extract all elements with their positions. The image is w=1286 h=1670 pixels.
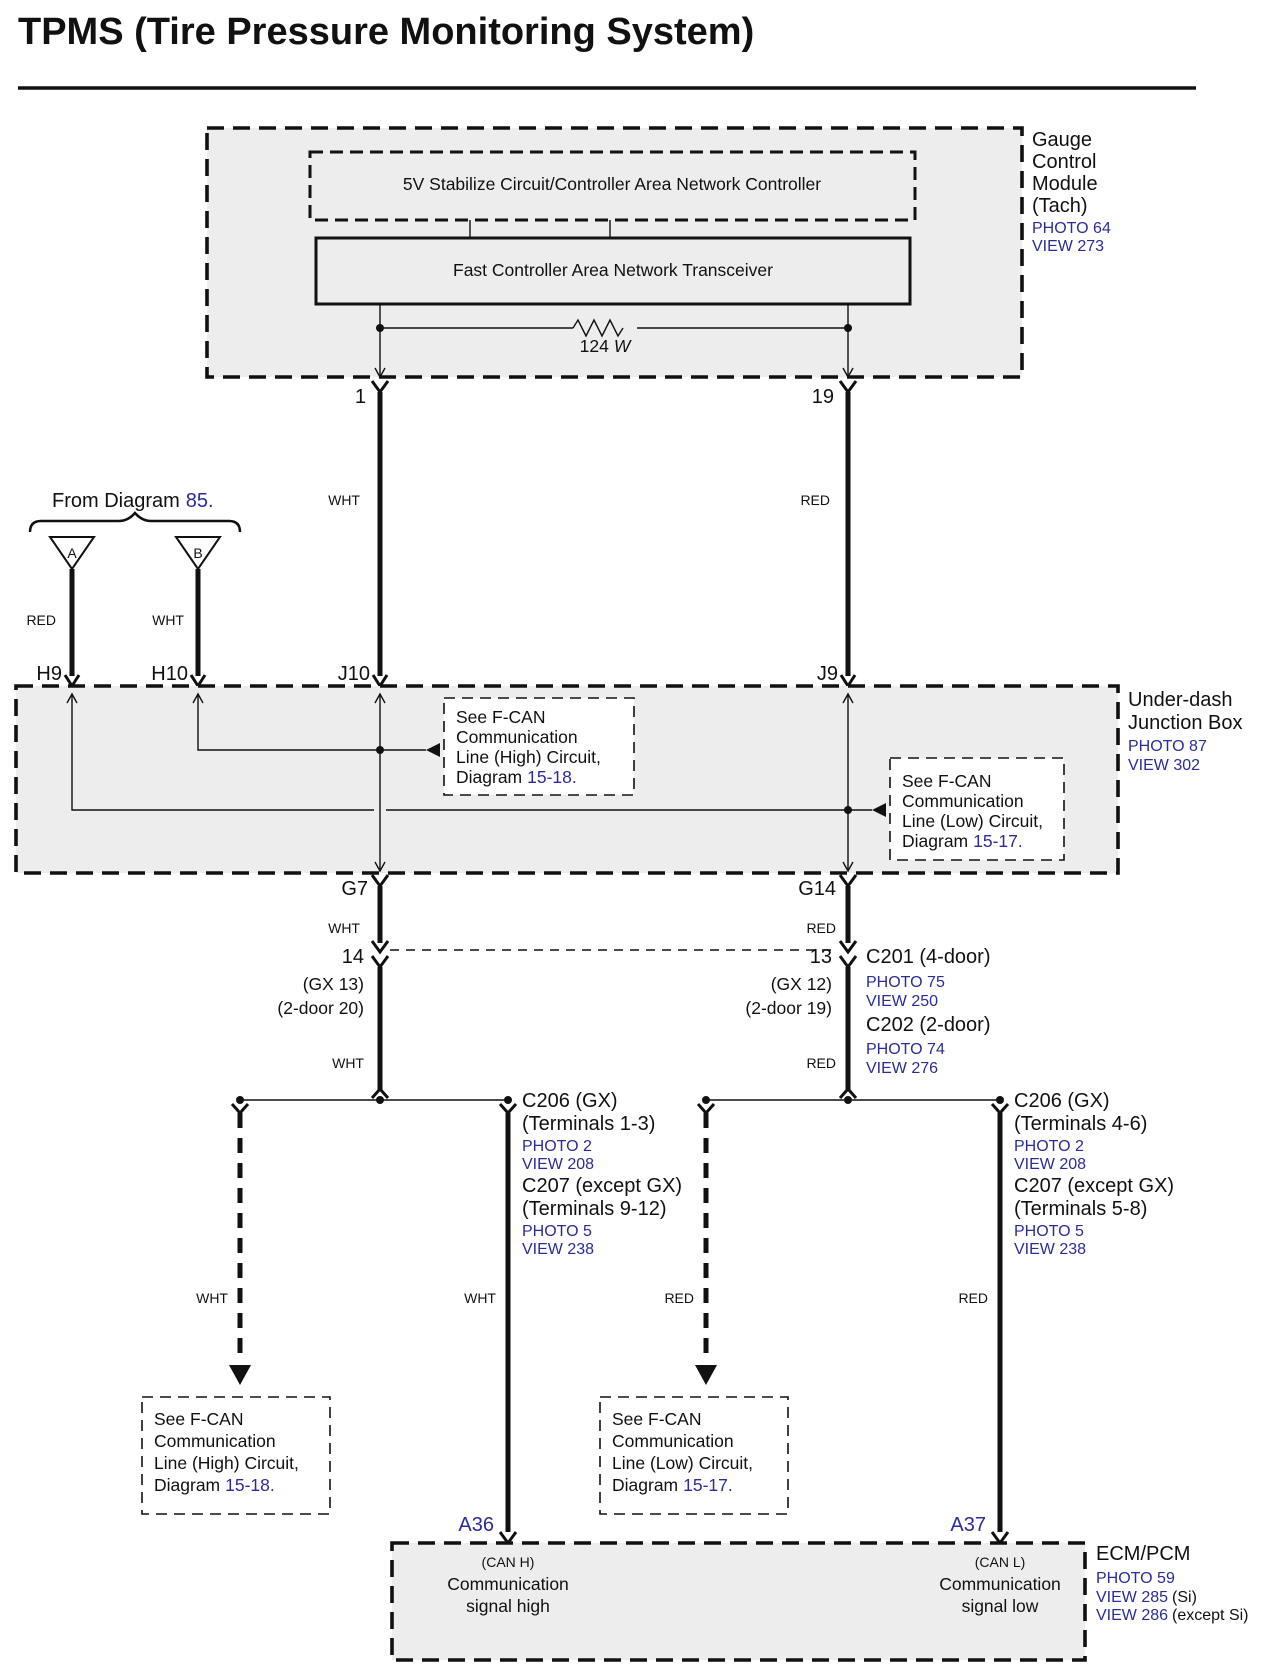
ecm-view-286-link[interactable]: VIEW 286 [1096,1607,1169,1624]
gauge-module-name-line2: Control [1032,151,1097,173]
callout-line: See F-CAN [902,771,992,791]
ecm-view-285-link[interactable]: VIEW 285 [1096,1589,1169,1606]
junction-name-line1: Under-dash [1128,689,1233,711]
callout-line: Line (High) Circuit, [456,747,601,767]
splice-row [232,1089,1174,1258]
c206-label: C206 (GX) [1014,1090,1110,1112]
pin-14-label: 14 [341,946,364,968]
junction-dot [702,1096,710,1104]
ecm-pcm [392,1514,1249,1660]
junction-photo-link[interactable]: PHOTO 87 [1128,738,1207,755]
trunk-wires-top [328,381,856,686]
c207-label: C207 (except GX) [1014,1175,1175,1197]
wire-color-red: RED [806,920,836,936]
c201-photo-link[interactable]: PHOTO 75 [866,974,945,991]
wire-color-wht: WHT [332,1055,364,1071]
resistor-value: 124 [579,336,609,356]
connector-chevron-icon [372,956,388,967]
ecm-view-286-suffix: (except Si) [1172,1607,1249,1624]
fcan-high-callout [444,698,634,795]
c207-label: C207 (except GX) [522,1175,683,1197]
ecm-view-285-suffix: (Si) [1172,1589,1197,1606]
wire-color-red: RED [26,612,56,628]
pin-h10-label: H10 [151,663,188,685]
pin-13-gx-label: (GX 12) [770,974,832,994]
callout-line: Line (High) Circuit, [154,1453,299,1473]
ecm-view-286-label [1096,1607,1249,1624]
c202-photo-link[interactable]: PHOTO 74 [866,1041,945,1058]
junction-dot [236,1096,244,1104]
callout-line: See F-CAN [154,1409,244,1429]
c201-c202-labels [866,946,991,1077]
ecm-view-285-label [1096,1589,1197,1606]
junction-dot [844,1096,852,1104]
c206-c207-labels-right [1014,1090,1174,1258]
callout-diagram-word: Diagram [456,767,523,787]
c206-photo-link[interactable]: PHOTO 2 [1014,1138,1084,1155]
pin-a37-link[interactable]: A37 [950,1514,986,1536]
junction-view-link[interactable]: VIEW 302 [1128,757,1201,774]
wire-color-red: RED [958,1290,988,1306]
callout-line [902,831,1023,851]
c207-terminals-label: (Terminals 9-12) [522,1198,667,1220]
c206-photo-link[interactable]: PHOTO 2 [522,1138,592,1155]
callout-line: Communication [456,727,578,747]
c207-photo-link[interactable]: PHOTO 5 [522,1223,592,1240]
c206-c207-labels-left [522,1090,682,1258]
pin-13-2door-label: (2-door 19) [745,998,832,1018]
connector-chevron-icon [840,956,856,967]
c207-view-link[interactable]: VIEW 238 [1014,1241,1087,1258]
diagram-15-17-link[interactable]: 15-17. [973,831,1023,851]
from-diagram-label [52,490,214,512]
bottom-callouts [142,1397,788,1514]
junction-dot [996,1096,1004,1104]
fcan-low-callout [890,758,1064,860]
callout-line [456,767,577,787]
callout-line [612,1475,733,1495]
wire-color-wht: WHT [152,612,184,628]
down-arrow-icon [695,1365,717,1385]
callout-line: Line (Low) Circuit, [612,1453,754,1473]
connector-cup-icon [372,875,388,886]
pin-h9-label: H9 [36,663,62,685]
gauge-view-link[interactable]: VIEW 273 [1032,238,1105,255]
wire-color-wht: WHT [328,492,360,508]
c201-label: C201 (4-door) [866,946,991,968]
connector-chevron-icon [992,1104,1008,1113]
callout-diagram-word: Diagram [612,1475,679,1495]
wire-color-red: RED [806,1055,836,1071]
signal-high-line1: Communication [447,1574,569,1594]
callout-line [154,1475,275,1495]
wire-color-red: RED [664,1290,694,1306]
callout-line: See F-CAN [456,707,546,727]
c206-label: C206 (GX) [522,1090,618,1112]
gauge-control-module [207,128,1111,377]
pin-a36-link[interactable]: A36 [458,1514,494,1536]
connector-cup-icon [372,381,388,392]
header [18,11,1196,88]
wire-color-wht: WHT [328,920,360,936]
gauge-module-name-line3: Module [1032,173,1098,195]
callout-diagram-word: Diagram [154,1475,221,1495]
junction-dot [376,746,384,754]
pin-19-label: 19 [811,386,834,408]
diagram-15-18-link[interactable]: 15-18. [225,1475,275,1495]
signal-high-line2: signal high [466,1596,550,1616]
can-l-label: (CAN L) [974,1554,1026,1570]
gauge-photo-link[interactable]: PHOTO 64 [1032,220,1111,237]
callout-line: Communication [612,1431,734,1451]
diagram-15-17-link[interactable]: 15-17. [683,1475,733,1495]
callout-line: Line (Low) Circuit, [902,811,1044,831]
callout-line: Communication [902,791,1024,811]
wire-color-wht: WHT [464,1290,496,1306]
junction-dot [376,1096,384,1104]
pin-1-label: 1 [354,386,366,408]
junction-dot [844,806,852,814]
c206-terminals-label: (Terminals 4-6) [1014,1113,1148,1135]
pin-j9-label: J9 [816,663,838,685]
connector-cup-icon [840,875,856,886]
ecm-photo-link[interactable]: PHOTO 59 [1096,1570,1175,1587]
gauge-module-name-line4: (Tach) [1032,195,1088,217]
callout-line: See F-CAN [612,1409,702,1429]
brace-icon [30,513,240,532]
signal-low-line2: signal low [961,1596,1039,1616]
connector-chevron-icon [232,1104,248,1113]
triangle-a-label: A [67,545,77,561]
junction-dot [504,1096,512,1104]
diagram-15-18-link[interactable]: 15-18. [527,767,577,787]
connector-chevron-icon [500,1104,516,1113]
callout-diagram-word: Diagram [902,831,969,851]
c202-label: C202 (2-door) [866,1014,991,1036]
pin-g14-label: G14 [798,878,836,900]
pin-14-gx-label: (GX 13) [302,974,364,994]
pin-j10-label: J10 [337,663,370,685]
down-arrow-icon [229,1365,251,1385]
under-dash-junction-box [16,663,1243,873]
signal-low-line1: Communication [939,1574,1061,1594]
triangle-b-label: B [193,545,203,561]
junction-name-line2: Junction Box [1128,712,1243,734]
can-h-label: (CAN H) [481,1554,535,1570]
from-diagram-85 [26,490,240,686]
connector-cup-icon [840,381,856,392]
from-diagram-link[interactable]: 85. [185,490,214,512]
c206-view-link[interactable]: VIEW 208 [1014,1156,1087,1173]
gauge-module-name-line1: Gauge [1032,129,1093,151]
fcan-high-callout-bottom [142,1397,330,1514]
trunk-wires-mid [277,875,990,1091]
pin-g7-label: G7 [341,878,368,900]
resistor-unit: W [613,336,631,356]
page-title: TPMS (Tire Pressure Monitoring System) [18,11,755,53]
c201-view-link[interactable]: VIEW 250 [866,993,939,1010]
c206-view-link[interactable]: VIEW 208 [522,1156,595,1173]
from-diagram-prefix: From Diagram [52,490,180,512]
wire-color-red: RED [800,492,830,508]
can-controller-label: 5V Stabilize Circuit/Controller Area Network Controller [402,174,822,194]
ecm-pcm-name: ECM/PCM [1096,1543,1191,1565]
c207-terminals-label: (Terminals 5-8) [1014,1198,1148,1220]
c207-view-link[interactable]: VIEW 238 [522,1241,595,1258]
pin-14-2door-label: (2-door 20) [277,998,364,1018]
callout-line: Communication [154,1431,276,1451]
can-transceiver-label: Fast Controller Area Network Transceiver [453,260,773,280]
c207-photo-link[interactable]: PHOTO 5 [1014,1223,1084,1240]
c206-terminals-label: (Terminals 1-3) [522,1113,656,1135]
wire-color-wht: WHT [196,1290,228,1306]
pin-13-label: 13 [809,946,832,968]
fcan-low-callout-bottom [600,1397,788,1514]
connector-chevron-icon [698,1104,714,1113]
resistor-value-label [580,336,632,356]
c202-view-link[interactable]: VIEW 276 [866,1060,939,1077]
